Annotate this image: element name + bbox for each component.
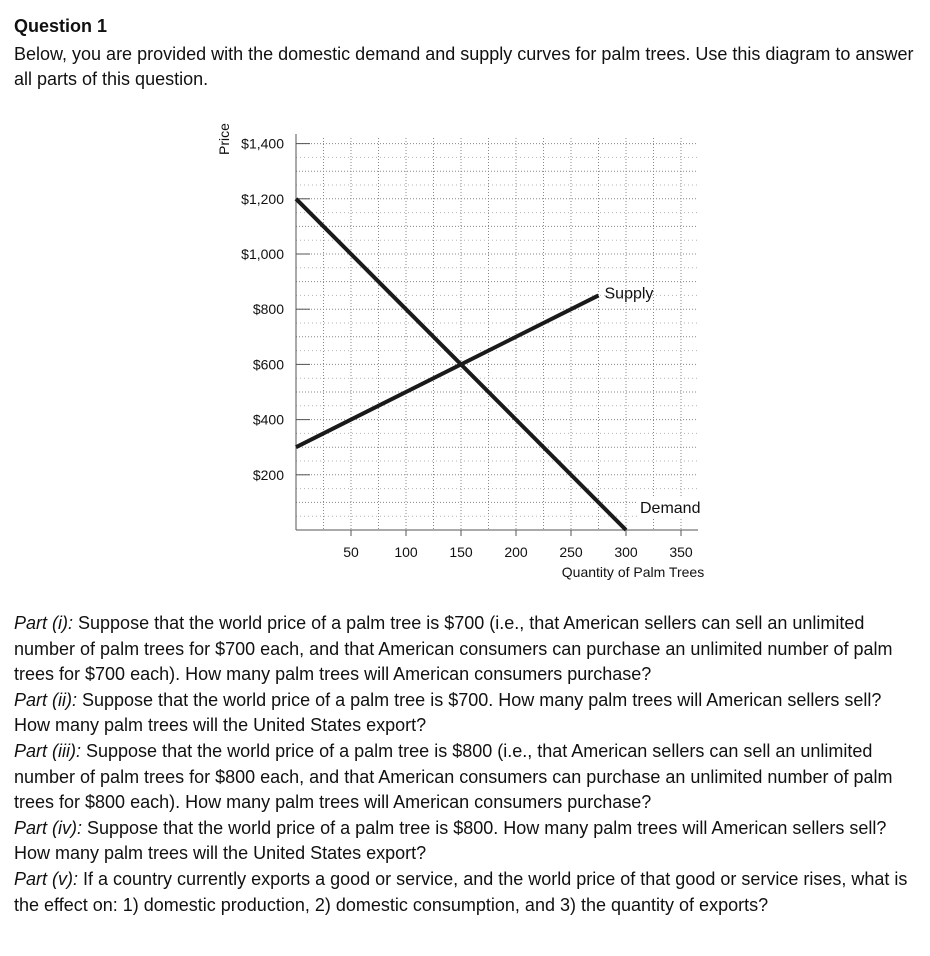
part-4-label: Part (iv):: [14, 817, 83, 838]
x-axis-title: Quantity of Palm Trees: [561, 564, 705, 580]
part-5-text: If a country currently exports a good or service, and the world price of that good or service rises, what is the effect on: 1) domestic production, 2) domestic consumption, and 3) the quantity of exports?: [14, 868, 908, 915]
question-parts: [14, 611, 919, 918]
x-tick-label: 250: [559, 544, 583, 560]
y-tick-label: $200: [252, 466, 284, 483]
part-3: [14, 739, 919, 816]
y-tick-label: $1,400: [241, 135, 284, 152]
y-tick-label: $800: [252, 301, 284, 318]
x-tick-label: 350: [669, 544, 693, 560]
y-tick-label: $1,200: [241, 190, 284, 207]
chart-axes: [296, 134, 701, 530]
question-intro: Below, you are provided with the domestic demand and supply curves for palm trees. Use this diagram to answer all parts of this question.: [14, 44, 914, 89]
question-title: Question 1: [14, 16, 108, 36]
part-4-text: Suppose that the world price of a palm tree is $800. How many palm trees will American sellers sell? How many palm trees will the United States export?: [14, 817, 887, 864]
x-tick-label: 200: [504, 544, 528, 560]
y-tick-label: $400: [252, 411, 284, 428]
y-tick-label: $600: [252, 356, 284, 373]
part-5-label: Part (v):: [14, 868, 79, 889]
x-tick-label: 100: [394, 544, 418, 560]
part-3-label: Part (iii):: [14, 740, 81, 761]
x-tick-label: 300: [614, 544, 638, 560]
x-tick-label: 50: [343, 544, 359, 560]
demand-label: Demand: [640, 500, 701, 517]
part-1: [14, 611, 919, 688]
part-1-text: Suppose that the world price of a palm tree is $700 (i.e., that American sellers can sell an unlimited number of palm trees for $700 each, and that American consumers can purchase an unlimited number of palm trees for $700 each). How many palm trees will American consumers purchase?: [14, 613, 893, 685]
y-axis-title: Price: [216, 123, 232, 155]
part-4: [14, 816, 919, 867]
part-2-label: Part (ii):: [14, 689, 77, 710]
x-tick-label: 150: [449, 544, 473, 560]
supply-label: Supply: [604, 285, 654, 303]
part-2-text: Suppose that the world price of a palm tree is $700. How many palm trees will American sellers sell? How many palm trees will the United States export?: [14, 689, 882, 736]
y-tick-label: $1,000: [241, 246, 284, 262]
chart-labels: [216, 123, 709, 580]
part-5: [14, 867, 919, 918]
part-3-text: Suppose that the world price of a palm tree is $800 (i.e., that American sellers can sell an unlimited number of palm trees for $800 each, and that American consumers can purchase an unlimited number of palm trees for $800 each). How many palm trees will American consumers purchase?: [14, 740, 893, 813]
supply-curve: [296, 295, 599, 447]
chart-grid: [296, 138, 701, 530]
part-1-label: Part (i):: [14, 613, 74, 633]
part-2: [14, 688, 919, 739]
